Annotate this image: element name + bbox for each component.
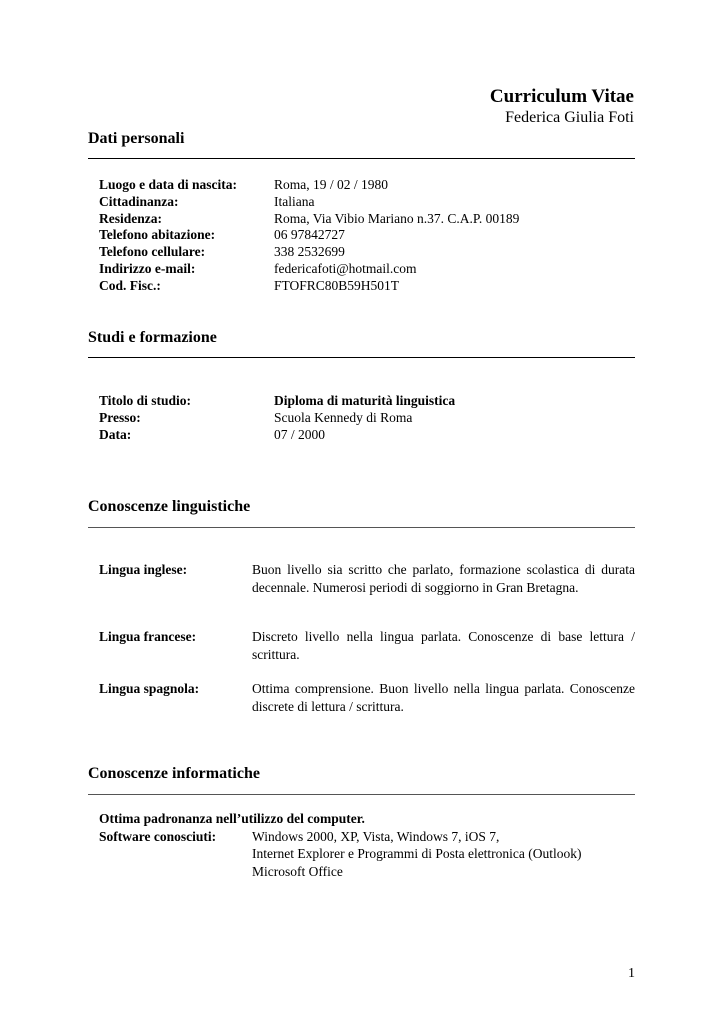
field-label: Indirizzo e-mail: xyxy=(99,260,196,276)
field-value: 06 97842727 xyxy=(274,227,345,243)
section-divider-languages xyxy=(88,527,635,528)
field-label: Cittadinanza: xyxy=(99,193,179,209)
field-label: Cod. Fisc.: xyxy=(99,277,161,293)
section-title-it: Conoscenze informatiche xyxy=(88,765,260,782)
language-item xyxy=(99,561,635,596)
section-title-languages: Conoscenze linguistiche xyxy=(88,498,251,515)
personal-row xyxy=(99,177,635,194)
software-label: Software conosciuti: xyxy=(99,828,217,844)
candidate-name: Federica Giulia Foti xyxy=(505,109,634,126)
language-item xyxy=(99,628,635,663)
field-value: 07 / 2000 xyxy=(274,426,326,442)
field-value: Roma, Via Vibio Mariano n.37. C.A.P. 00189 xyxy=(274,210,520,226)
field-label: Data: xyxy=(99,426,132,442)
software-list xyxy=(252,828,635,881)
language-description: Ottima comprensione. Buon livello nella lingua parlata. Conoscenze discrete di lettura / scrittura. xyxy=(252,681,635,714)
personal-row xyxy=(99,227,635,244)
software-row xyxy=(99,828,635,881)
personal-row xyxy=(99,244,635,261)
software-line: Internet Explorer e Programmi di Posta elettronica (Outlook) xyxy=(252,846,582,861)
field-label: Residenza: xyxy=(99,210,162,226)
software-line: Windows 2000, XP, Vista, Windows 7, iOS 7, xyxy=(252,828,500,844)
personal-row xyxy=(99,278,635,295)
education-row xyxy=(99,393,635,410)
field-value: federicafoti@hotmail.com xyxy=(274,260,417,276)
document-title: Curriculum Vitae xyxy=(489,86,634,107)
section-divider-education xyxy=(88,357,635,358)
language-description: Buon livello sia scritto che parlato, formazione scolastica di durata decennale. Numerosi periodi di soggiorno in Gran Bretagna. xyxy=(252,562,635,595)
personal-row xyxy=(99,211,635,228)
education-row xyxy=(99,427,635,444)
field-value: Roma, 19 / 02 / 1980 xyxy=(274,177,388,192)
language-label: Lingua francese: xyxy=(99,629,197,644)
education-row xyxy=(99,410,635,427)
section-title-education: Studi e formazione xyxy=(88,329,217,346)
it-skills xyxy=(99,810,635,880)
education-list xyxy=(99,393,635,443)
field-value: Scuola Kennedy di Roma xyxy=(274,409,413,425)
section-divider-it xyxy=(88,794,635,795)
field-value: FTOFRC80B59H501T xyxy=(274,277,400,293)
language-item xyxy=(99,680,635,715)
section-divider-personal xyxy=(88,158,635,159)
language-description: Discreto livello nella lingua parlata. Conoscenze di base lettura / scrittura. xyxy=(252,629,635,662)
field-value: 338 2532699 xyxy=(274,244,345,260)
field-label: Telefono cellulare: xyxy=(99,244,206,260)
language-label: Lingua spagnola: xyxy=(99,681,200,696)
field-value: Diploma di maturità linguistica xyxy=(274,393,456,408)
language-label: Lingua inglese: xyxy=(99,562,188,577)
it-intro: Ottima padronanza nell’utilizzo del computer. xyxy=(99,811,365,826)
field-label: Presso: xyxy=(99,409,141,425)
personal-row xyxy=(99,194,635,211)
section-title-personal: Dati personali xyxy=(88,130,185,147)
field-label: Titolo di studio: xyxy=(99,393,192,408)
page-number: 1 xyxy=(628,966,635,981)
personal-row xyxy=(99,261,635,278)
field-label: Luogo e data di nascita: xyxy=(99,177,238,192)
personal-data-list xyxy=(99,177,635,295)
field-label: Telefono abitazione: xyxy=(99,227,216,243)
field-value: Italiana xyxy=(274,193,315,209)
software-line: Microsoft Office xyxy=(252,863,343,879)
